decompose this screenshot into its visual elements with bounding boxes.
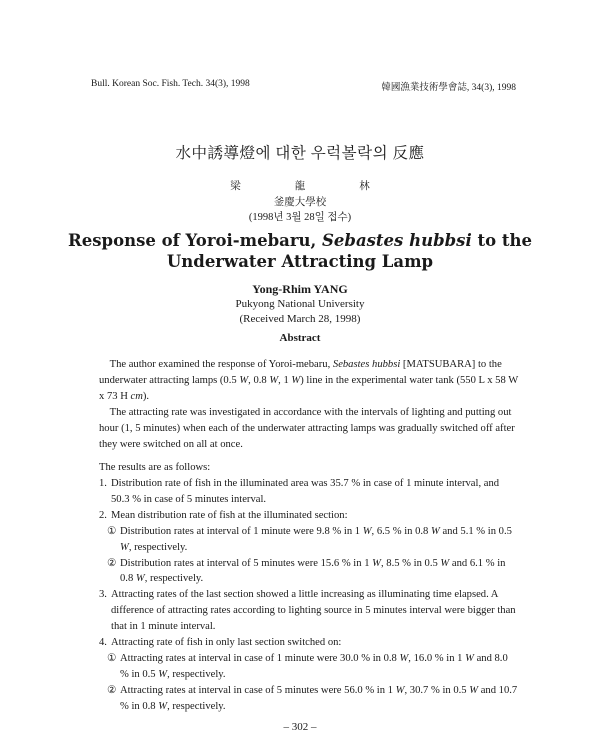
list-item: 1. Distribution rate of fish in the illuminated area was 35.7 % in case of 1 minute interval, and 50.3 % in case of 5 minutes interval. [99,478,500,505]
journal-header-english: Bull. Korean Soc. Fish. Tech. 34(3), 1998 [91,79,250,89]
sub-item: ① Attracting rates at interval in case of 1 minute were 30.0 % in 0.8 W, 16.0 % in 1 W and 8.0 % in 0.5 W, respectively. [107,652,508,680]
author-char: 龍 [294,181,306,192]
title-text: Underwater Attracting Lamp [166,252,434,271]
abstract-paragraph-1: The author examined the response of Yoroi-mebaru, Sebastes hubbsi [MATSUBARA] to the underwater attracting lamps (0.5 W, 0.8 W, 1 W) line in the experimental water tank (550 L x 58 W x 73 H cm). [99,359,519,402]
english-institution: Pukyong National University [235,298,365,310]
results-list [99,476,519,715]
journal-header-korean: 韓國漁業技術學會誌, 34(3), 1998 [381,83,516,93]
english-author: Yong-Rhim YANG [252,282,348,296]
sub-item: ① Distribution rates at interval of 1 minute were 9.8 % in 1 W, 6.5 % in 0.8 W and 5.1 % in 0.5 W, respectively. [107,525,512,553]
author-char: 林 [359,181,370,192]
title-text: to the [471,231,532,250]
english-title [0,230,600,272]
list-item: 4. Attracting rate of fish in only last section switched on: [99,637,342,649]
korean-institution: 釜慶大學校 [273,197,327,208]
korean-received-date: (1998년 3월 28일 접수) [248,212,352,223]
list-item: 2. Mean distribution rate of fish at the illuminated section: [99,509,348,521]
english-received-date: (Received March 28, 1998) [239,313,361,325]
abstract-paragraph-3: The results are as follows: [99,462,211,473]
sub-item: ② Attracting rates at interval in case of 5 minutes were 56.0 % in 1 W, 30.7 % in 0.5 W and 10.7 % in 0.8 W, respectively. [107,684,518,712]
korean-title: 水中誘導燈에 대한 우럭볼락의 反應 [175,145,425,162]
page-number: – 302 – [283,721,317,733]
korean-author [0,178,600,193]
list-item: 3. Attracting rates of the last section showed a little increasing as illuminating time elapsed. A difference of attracting rates according to lighting source in 5 minutes interval were bigger than that in 1 minute interval. [99,589,516,633]
abstract-paragraph-2: The attracting rate was investigated in accordance with the intervals of lighting and putting out hour (1, 5 minutes) when each of the underwater attracting lamps was gradually switched off after they were switched on all at once. [99,407,515,450]
abstract-heading: Abstract [279,332,321,344]
title-species: Sebastes hubbsi [322,231,472,250]
title-text: Response of Yoroi-mebaru, [68,231,322,250]
author-char: 梁 [230,181,241,192]
sub-item: ② Distribution rates at interval of 5 minutes were 15.6 % in 1 W, 8.5 % in 0.5 W and 6.1 % in 0.8 W, respectively. [107,557,506,585]
